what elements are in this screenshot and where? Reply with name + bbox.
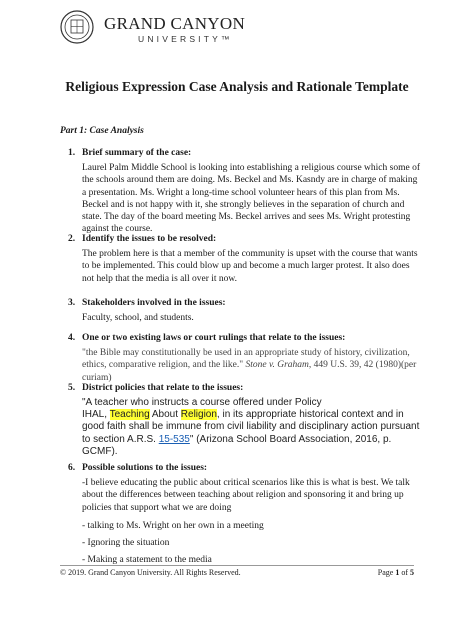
section-4 (60, 333, 420, 384)
page-footer (60, 565, 414, 577)
highlight: Religion (180, 409, 217, 421)
university-seal-icon (60, 10, 94, 44)
brand-subtitle: UNIVERSITY™ (138, 34, 233, 44)
section-6 (60, 463, 420, 567)
section-heading: 1. Brief summary of the case: (68, 148, 192, 158)
section-2 (60, 234, 420, 285)
district-policy-text: "A teacher who instructs a course offered under Policy IHAL, Teaching About Religion, in its appropriate historical context and in good faith shall be immune from civil liability and disciplinary action pursuant to section A.R.S. 15-535" (Arizona School Board Association, 2016, p. GCMF). (82, 397, 420, 457)
court-ruling-quote: "the Bible may constitutionally be used in an appropriate study of history, civilization, ethics, comparative religion, and the like." Stone v. Graham, 449 U.S. 39, 42 (1980)(per curiam) (82, 348, 417, 383)
section-heading: 4. One or two existing laws or court rulings that relate to the issues: (68, 333, 346, 343)
document-title: Religious Expression Case Analysis and Rationale Template (65, 79, 409, 94)
highlight: Teaching (109, 409, 150, 421)
list-item: - Making a statement to the media (82, 555, 212, 566)
gcu-logo (60, 10, 280, 52)
section-5 (60, 383, 420, 458)
section-heading: 2. Identify the issues to be resolved: (68, 234, 217, 244)
section-text: The problem here is that a member of the community is upset with the course that wants to be implemented. This could blow up and become a much larger protest. It also does not help that the media is all over it now. (82, 249, 418, 284)
copyright: © 2019. Grand Canyon University. All Rights Reserved. (60, 568, 241, 577)
section-text: Faculty, school, and students. (82, 313, 194, 323)
section-3 (60, 298, 420, 324)
case-name: Stone v. Graham (245, 360, 309, 371)
section-text: Laurel Palm Middle School is looking into establishing a religious course which some of the schools around them are doing. Ms. Beckel and Ms. Kasndy are in charge of making a presentation. Ms. Wright a long-time school volunteer hears of this plan from Ms. Beckel and is not happy with it, she strongly believes in the separation of church and state. The day of the board meeting Ms. Beckel arrives and sees Ms. Wright protesting against the course. (82, 163, 420, 235)
list-item: - Ignoring the situation (82, 538, 170, 549)
section-heading: 3. Stakeholders involved in the issues: (68, 298, 226, 308)
section-1 (60, 148, 420, 236)
list-item: - talking to Ms. Wright on her own in a meeting (82, 520, 264, 531)
statute-link[interactable]: 15-535 (158, 433, 190, 445)
section-heading: 5. District policies that relate to the issues: (68, 383, 244, 393)
page-number: Page 1 of 5 (377, 568, 414, 577)
part-heading: Part 1: Case Analysis (60, 126, 144, 136)
brand-name: GRAND CANYON (104, 14, 246, 33)
section-heading: 6. Possible solutions to the issues: (68, 463, 208, 473)
section-text: -I believe educating the public about critical scenarios like this is what is best. We talk about the differences between teaching about religion and sponsoring it and bring up policies that support what we are doing (82, 478, 410, 513)
